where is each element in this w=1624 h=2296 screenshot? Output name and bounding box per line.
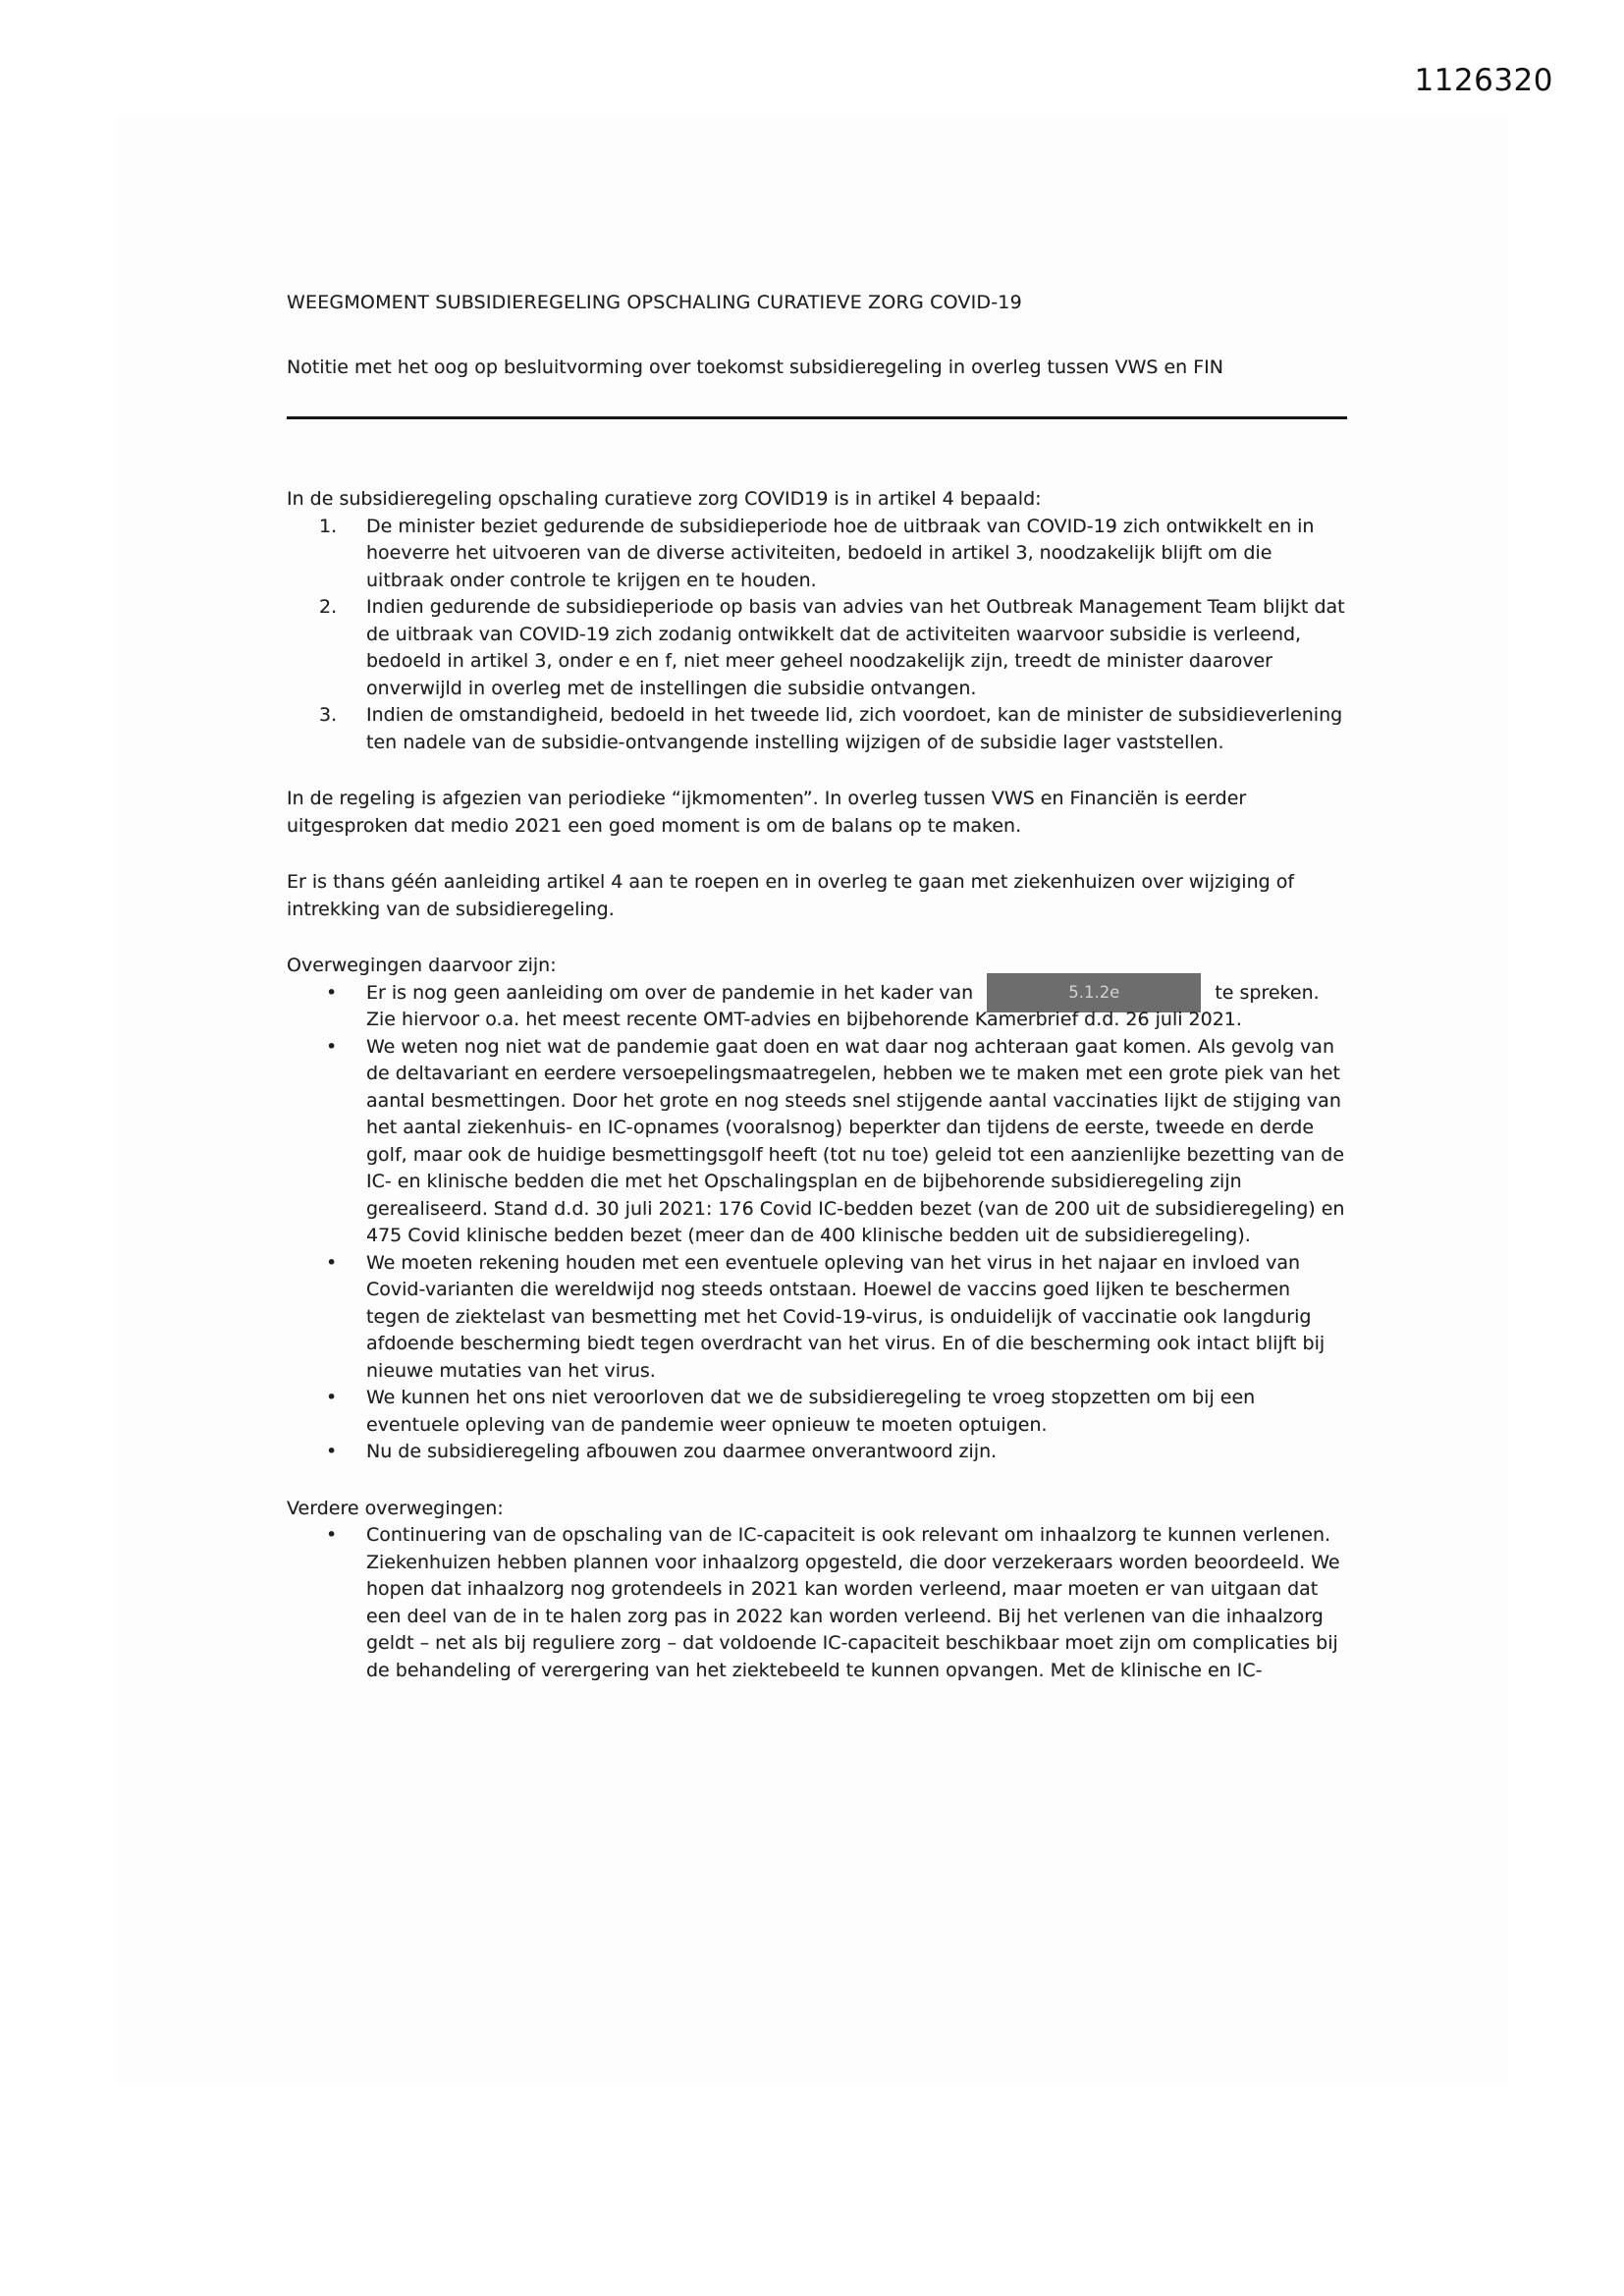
document-number: 1126320 [1414, 63, 1553, 98]
considerations-list [287, 980, 1347, 1466]
consideration-item-1-pre: Er is nog geen aanleiding om over de pandemie in het kader van [366, 981, 974, 1004]
article-item-3 [287, 702, 1347, 756]
horizontal-rule [287, 416, 1347, 419]
consideration-item-3: • We moeten rekening houden met een eventuele opleving van het virus in het najaar en invloed van Covid-varianten die wereldwijd nog steeds ontstaan. Hoewel de vaccins goed lijken te beschermen tegen de ziektelast van besmetting met het Covid-19-virus, is onduidelijk of vaccinatie ook langdurig afdoende bescherming biedt tegen overdracht van het virus. En of die bescherming ook intact blijft bij nieuwe mutaties van het virus. [287, 1250, 1347, 1386]
intro-paragraph: In de subsidieregeling opschaling curatieve zorg COVID19 is in artikel 4 bepaald: [287, 488, 1042, 510]
article-item-1-text: De minister beziet gedurende de subsidieperiode hoe de uitbraak van COVID-19 zich ontwikkelt en in hoeverre het uitvoeren van de diverse activiteiten, bedoeld in artikel 3, noodzakelijk blijft om die uitbraak onder controle te krijgen en te houden. [366, 515, 1315, 591]
paragraph-geen-aanleiding: Er is thans géén aanleiding artikel 4 aan te roepen en in overleg te gaan met ziekenhuizen over wijziging of intrekking van de subsidieregeling. [287, 871, 1295, 920]
consideration-item-5: • Nu de subsidieregeling afbouwen zou daarmee onverantwoord zijn. [287, 1439, 1347, 1466]
further-considerations-heading: Verdere overwegingen: [287, 1497, 504, 1519]
article-item-1-number: 1. [319, 515, 338, 537]
article-4-list [287, 514, 1347, 757]
article-item-1 [287, 514, 1347, 595]
consideration-item-4: • We kunnen het ons niet veroorloven dat we de subsidieregeling te vroeg stopzetten om bij een eventuele opleving van de pandemie weer opnieuw te moeten optuigen. [287, 1385, 1347, 1439]
considerations-heading: Overwegingen daarvoor zijn: [287, 955, 557, 976]
article-item-3-text: Indien de omstandigheid, bedoeld in het tweede lid, zich voordoet, kan de minister de subsidieverlening ten nadele van de subsidie-ontvangende instelling wijzigen of de subsidie lager vaststellen. [366, 704, 1343, 753]
document-page [115, 116, 1509, 2084]
article-item-2-text: Indien gedurende de subsidieperiode op basis van advies van het Outbreak Management Team blijkt dat de uitbraak van COVID-19 zich zodanig ontwikkelt dat de activiteiten waarvoor subsidie is verleend, bedoeld in artikel 3, onder e en f, niet meer geheel noodzakelijk zijn, treedt de minister daarover onverwijld in overleg met de instellingen die subsidie ontvangen. [366, 596, 1345, 699]
article-item-2 [287, 594, 1347, 702]
article-item-2-number: 2. [319, 596, 338, 618]
article-item-3-number: 3. [319, 704, 338, 726]
paragraph-ijkmomenten: In de regeling is afgezien van periodieke “ijkmomenten”. In overleg tussen VWS en Financiën is eerder uitgesproken dat medio 2021 een goed moment is om de balans op te maken. [287, 788, 1247, 837]
consideration-item-2: • We weten nog niet wat de pandemie gaat doen en wat daar nog achteraan gaat komen. Als gevolg van de deltavariant en eerdere versoepelingsmaatregelen, hebben we te maken met een grote piek van het aantal besmettingen. Door het grote en nog steeds snel stijgende aantal vaccinaties lijkt de stijging van het aantal ziekenhuis- en IC-opnames (vooralsnog) beperkter dan tijdens de eerste, tweede en derde golf, maar ook de huidige besmettingsgolf heeft (tot nu toe) geleid tot een aanzienlijke bezetting van de IC- en klinische bedden die met het Opschalingsplan en de bijbehorende subsidieregeling zijn gerealiseerd. Stand d.d. 30 juli 2021: 176 Covid IC-bedden bezet (van de 200 uit de subsidieregeling) en 475 Covid klinische bedden bezet (meer dan de 400 klinische bedden uit de subsidieregeling). [287, 1034, 1347, 1250]
consideration-item-1-post: te spreken. Zie hiervoor o.a. het meest recente OMT-advies en bijbehorende Kamerbrief d.d. 26 juli 2021. [366, 981, 1320, 1030]
further-considerations-list [287, 1522, 1347, 1684]
consideration-item-1 [287, 980, 1347, 1034]
document-subtitle: Notitie met het oog op besluitvorming over toekomst subsidieregeling in overleg tussen VWS en FIN [287, 355, 1223, 378]
document-title: WEEGMOMENT SUBSIDIEREGELING OPSCHALING CURATIEVE ZORG COVID-19 [287, 292, 1022, 313]
redaction-box: 5.1.2e [987, 973, 1201, 1012]
further-consideration-item-1: • Continuering van de opschaling van de IC-capaciteit is ook relevant om inhaalzorg te kunnen verlenen. Ziekenhuizen hebben plannen voor inhaalzorg opgesteld, die door verzekeraars worden beoordeeld. We hopen dat inhaalzorg nog grotendeels in 2021 kan worden verleend, maar moeten er van uitgaan dat een deel van de in te halen zorg pas in 2022 kan worden verleend. Bij het verlenen van die inhaalzorg geldt – net als bij reguliere zorg – dat voldoende IC-capaciteit beschikbaar moet zijn om complicaties bij de behandeling of verergering van het ziektebeeld te kunnen opvangen. Met de klinische en IC- [287, 1522, 1347, 1684]
